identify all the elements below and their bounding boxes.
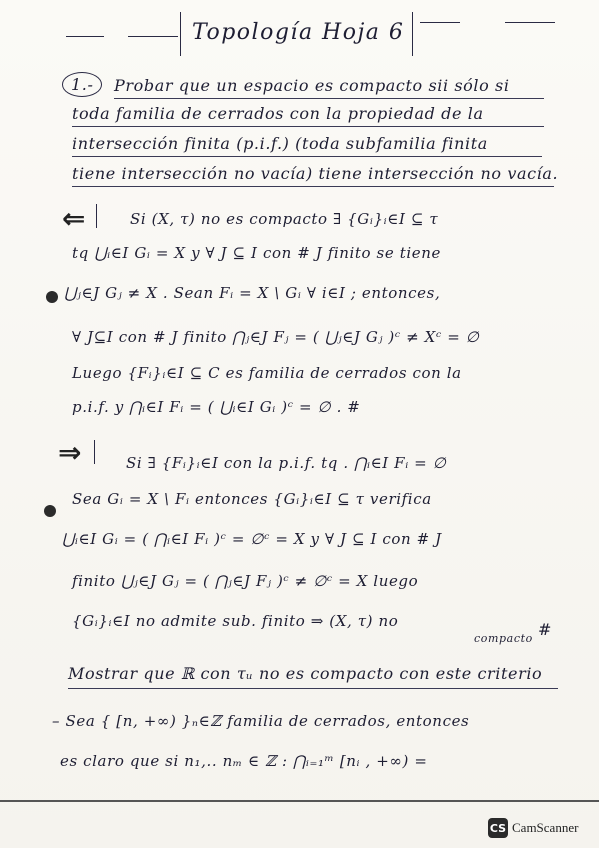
implication-right-symbol: ⇒ <box>58 436 82 469</box>
page-bottom-edge <box>0 800 599 802</box>
part1-bar <box>96 204 97 228</box>
part2-line-2: Sea Gᵢ = X \ Fᵢ entonces {Gᵢ}ᵢ∈I ⊆ τ verifica <box>72 490 432 508</box>
statement-line-4: tiene intersección no vacía) tiene intersección no vacía. <box>72 164 559 183</box>
title-rule-right-2 <box>505 22 555 23</box>
statement-underline-2 <box>72 126 544 127</box>
part2-line-4: finito ⋃ⱼ∈J Gⱼ = ( ⋂ⱼ∈J Fⱼ )ᶜ ≠ ∅ᶜ = X luego <box>72 572 419 590</box>
title-rule-left-2 <box>128 36 178 37</box>
page-title: Topología Hoja 6 <box>192 20 405 45</box>
implication-left-symbol: ⇐ <box>62 202 86 235</box>
statement-underline-4 <box>72 186 554 187</box>
exercise-number: 1.- <box>62 72 102 97</box>
statement-underline-1 <box>114 98 544 99</box>
part2-end-mark: # <box>538 620 553 639</box>
camscanner-logo-icon: CS <box>488 818 508 838</box>
part1-line-5: Luego {Fᵢ}ᵢ∈I ⊆ C es familia de cerrados con la <box>72 364 462 382</box>
subheading-underline <box>68 688 558 689</box>
part2-line-1: Si ∃ {Fᵢ}ᵢ∈I con la p.i.f. tq . ⋂ᵢ∈I Fᵢ = ∅ <box>126 454 447 472</box>
statement-line-1: Probar que un espacio es compacto sii sólo si <box>114 76 510 95</box>
statement-line-2: toda familia de cerrados con la propiedad de la <box>72 104 484 123</box>
title-bracket-right <box>412 12 413 56</box>
camscanner-brand: CamScanner <box>512 820 579 835</box>
camscanner-watermark <box>488 818 578 838</box>
part1-line-2: tq ⋃ᵢ∈I Gᵢ = X y ∀ J ⊆ I con # J finito se tiene <box>72 244 441 262</box>
punch-hole <box>46 291 58 303</box>
part1-line-4: ∀ J⊆I con # J finito ⋂ⱼ∈J Fⱼ = ( ⋃ⱼ∈J Gⱼ )ᶜ ≠ Xᶜ = ∅ <box>72 328 480 346</box>
last-line-1: – Sea { [n, +∞) }ₙ∈ℤ familia de cerrados, entonces <box>52 712 470 730</box>
title-rule-left <box>66 36 104 37</box>
part1-line-1: Si (X, τ) no es compacto ∃ {Gᵢ}ᵢ∈I ⊆ τ <box>130 210 439 228</box>
part2-end-word: compacto <box>474 632 533 645</box>
statement-underline-3 <box>72 156 542 157</box>
statement-line-3: intersección finita (p.i.f.) (toda subfamilia finita <box>72 134 488 153</box>
part1-line-3: ⋃ⱼ∈J Gⱼ ≠ X . Sean Fᵢ = X \ Gᵢ ∀ i∈I ; entonces, <box>64 284 441 302</box>
subheading: Mostrar que ℝ con τᵤ no es compacto con este criterio <box>68 664 543 683</box>
title-bracket-left <box>180 12 181 56</box>
punch-hole <box>44 505 56 517</box>
part2-line-5: {Gᵢ}ᵢ∈I no admite sub. finito ⇒ (X, τ) no <box>72 612 399 630</box>
last-line-2: es claro que si n₁,.. nₘ ∈ ℤ : ⋂ᵢ₌₁ᵐ [nᵢ , +∞) = <box>60 752 428 770</box>
part2-line-3: ⋃ᵢ∈I Gᵢ = ( ⋂ᵢ∈I Fᵢ )ᶜ = ∅ᶜ = X y ∀ J ⊆ I con # J <box>62 530 442 548</box>
title-rule-right <box>420 22 460 23</box>
part2-bar <box>94 440 95 464</box>
part1-line-6: p.i.f. y ⋂ᵢ∈I Fᵢ = ( ⋃ᵢ∈I Gᵢ )ᶜ = ∅ . # <box>72 398 361 416</box>
